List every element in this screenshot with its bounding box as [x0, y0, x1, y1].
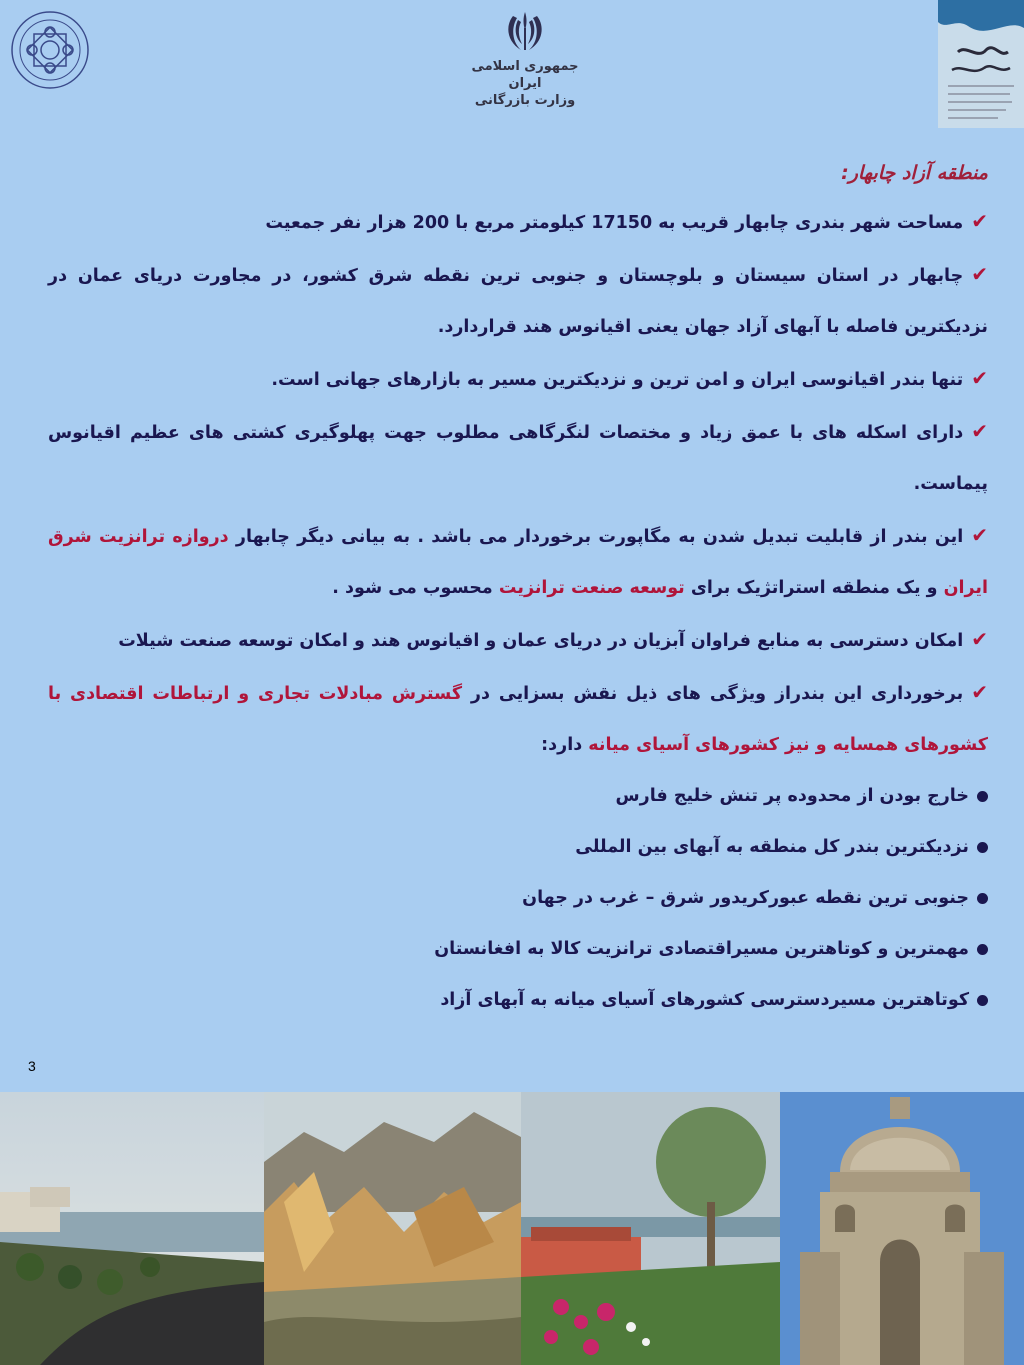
paragraph-text: چابهار در استان سیستان و بلوچستان و جنوبی ترین نقطه شرق کشور، در مجاورت دریای عمان در نزدیکترین فاصله با آبهای آزاد جهان یعنی اقیانوس هند قراردارد. [48, 266, 988, 337]
list-item [48, 822, 988, 873]
rosette-logo [10, 10, 90, 90]
page-number: 3 [28, 1058, 36, 1074]
bullet-dot-icon [977, 842, 988, 853]
paragraph-area [48, 196, 988, 249]
paragraph-text: برخورداری این بندراز ویژگی های ذیل نقش بسزایی در [462, 684, 964, 704]
highlight-trade-expansion: گسترش مبادلات تجاری و ارتباطات اقتصادی با کشورهای همسایه و نیز کشورهای آسیای میانه [48, 684, 988, 755]
photo-strip [0, 1092, 1024, 1365]
checkmark-icon: ✔ [971, 627, 988, 651]
list-item-text: مهمترین و کوتاهترین مسیراقتصادی ترانزیت کالا به افغانستان [434, 939, 969, 959]
bullet-dot-icon [977, 893, 988, 904]
checkmark-icon: ✔ [971, 523, 988, 547]
photo-rock-formations [264, 1092, 521, 1365]
checkmark-icon: ✔ [971, 262, 988, 286]
paragraph-text: تنها بندر اقیانوسی ایران و امن ترین و نزدیکترین مسیر به بازارهای جهانی است. [271, 370, 964, 390]
main-content [48, 150, 988, 1026]
list-item [48, 873, 988, 924]
paragraph-text: امکان دسترسی به منابع فراوان آبزیان در دریای عمان و اقیانوس هند و امکان توسعه صنعت شیلات [118, 631, 964, 651]
list-item-text: جنوبی ترین نقطه عبورکریدور شرق – غرب در جهان [522, 888, 969, 908]
photo-domed-tomb [780, 1092, 1024, 1365]
checkmark-icon: ✔ [971, 419, 988, 443]
calligraphy-logo [938, 0, 1024, 128]
list-item-text: خارج بودن از محدوده پر تنش خلیج فارس [615, 786, 969, 806]
paragraph-megaport [48, 510, 988, 614]
section-title: منطقه آزاد چابهار: [841, 162, 988, 184]
paragraph-text: دارای اسکله های با عمق زیاد و مختصات لنگرگاهی مطلوب جهت پهلوگیری کشتی های عظیم اقیانوس پیماست. [48, 423, 988, 494]
list-item [48, 771, 988, 822]
bullet-dot-icon [977, 944, 988, 955]
checkmark-icon: ✔ [971, 366, 988, 390]
paragraph-features [48, 667, 988, 771]
checkmark-icon: ✔ [971, 680, 989, 704]
paragraph-ocean-port [48, 353, 988, 406]
list-item [48, 975, 988, 1026]
paragraph-text: و یک منطقه استراتژیک برای [684, 578, 944, 598]
paragraph-docks [48, 406, 988, 510]
list-item [48, 924, 988, 975]
paragraph-text: این بندر از قابلیت تبدیل شدن به مگاپورت برخوردار می باشد . به بیانی دیگر چابهار [228, 527, 964, 547]
photo-coastal-town [0, 1092, 264, 1365]
emblem-line-1: جمهوری اسلامی ایران [471, 59, 579, 91]
highlight-transit-industry: توسعه صنعت ترانزیت [498, 578, 685, 598]
paragraph-fisheries [48, 614, 988, 667]
checkmark-icon: ✔ [971, 209, 988, 233]
paragraph-text: محسوب می شود . [332, 578, 499, 598]
emblem-line-2: وزارت بازرگانی [474, 93, 576, 108]
paragraph-text: مساحت شهر بندری چابهار قریب به 17150 کیلومتر مربع با 200 هزار نفر جمعیت [265, 213, 964, 233]
paragraph-text: دارد: [541, 735, 589, 755]
bullet-dot-icon [977, 791, 988, 802]
list-item-text: کوتاهترین مسیردسترسی کشورهای آسیای میانه به آبهای آزاد [440, 990, 969, 1010]
highlight-transit-gateway: دروازه ترانزیت شرق ایران [48, 527, 988, 598]
iran-emblem [455, 8, 595, 108]
paragraph-location [48, 249, 988, 353]
bullet-dot-icon [977, 995, 988, 1006]
photo-garden-houses [521, 1092, 780, 1365]
list-item-text: نزدیکترین بندر کل منطقه به آبهای بین المللی [575, 837, 969, 857]
